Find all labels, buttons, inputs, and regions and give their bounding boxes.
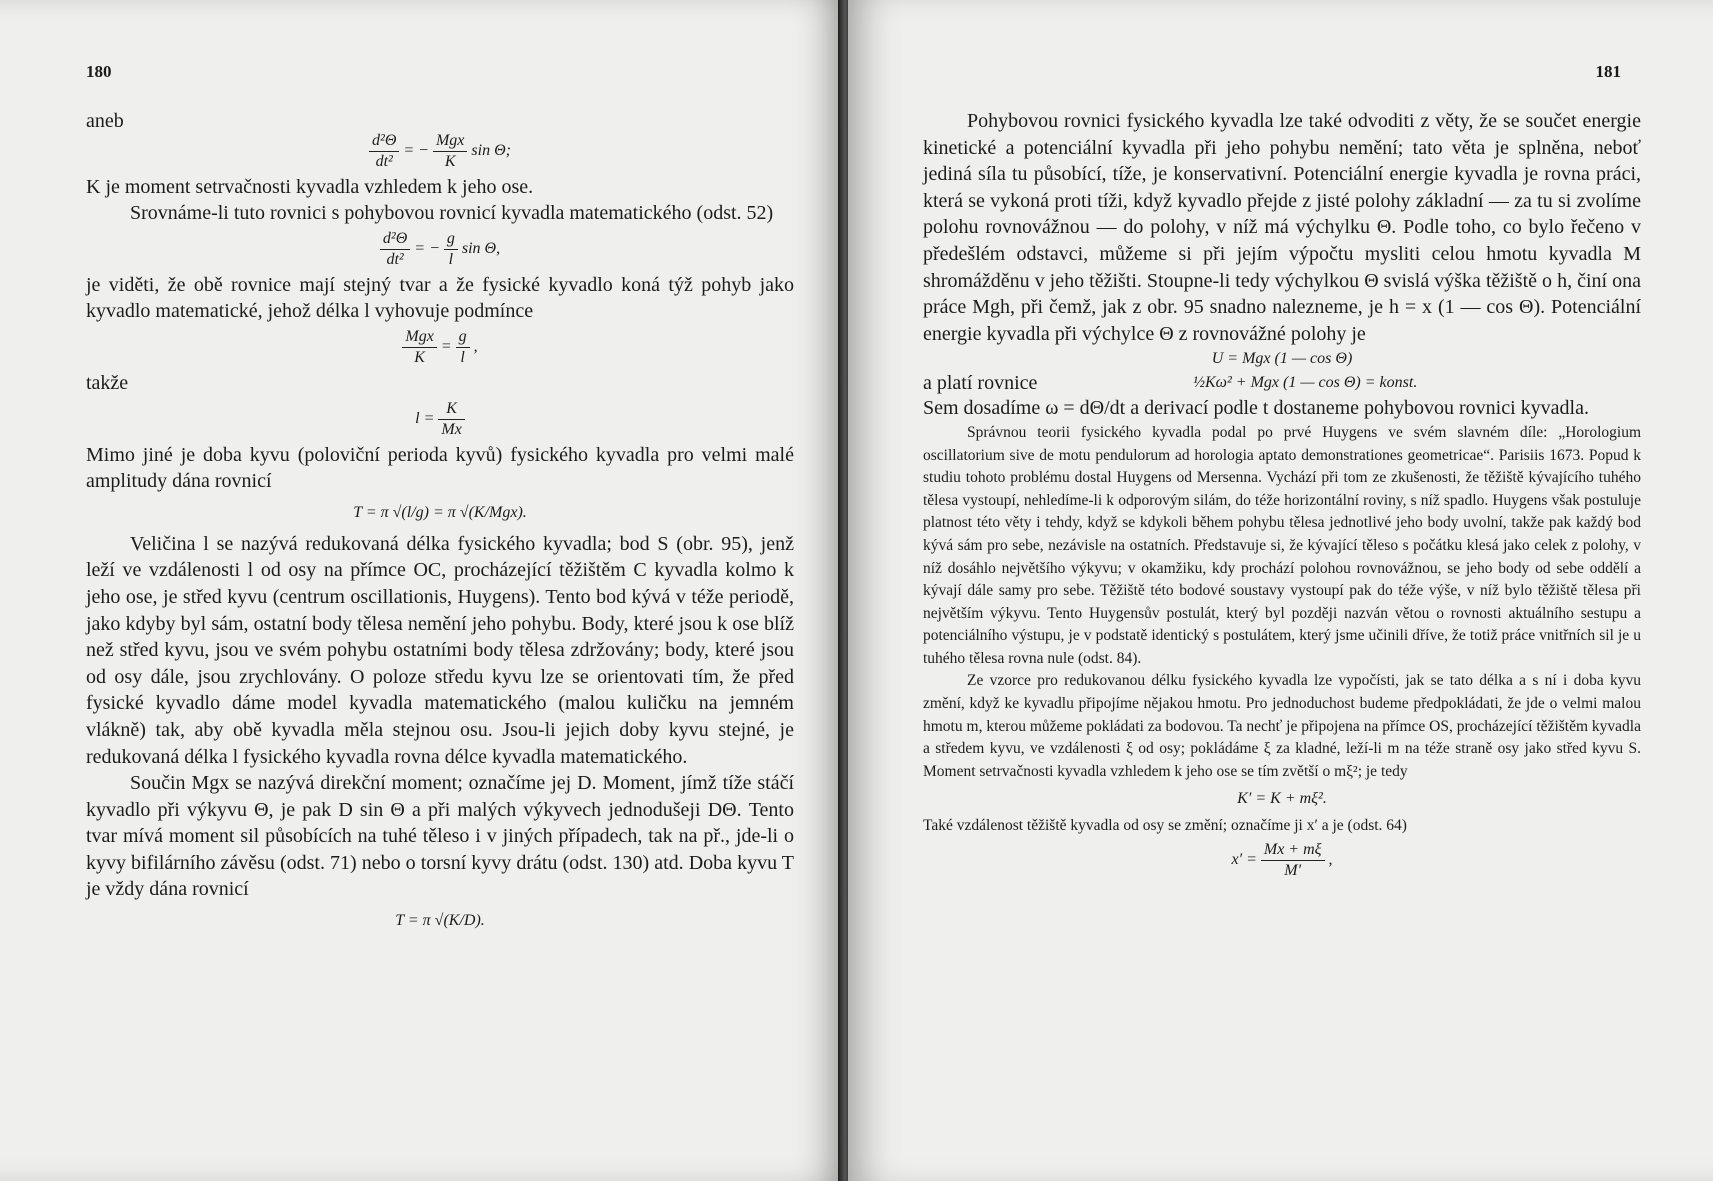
paragraph-5: Také vzdálenost těžiště kyvadla od osy se změní; označíme ji x′ a je (odst. 64) xyxy=(923,817,1407,835)
paragraph-3: Správnou teorii fysického kyvadla podal po prvé Huygens ve svém slavném díle: „Horologium oscillatorium sive de motu pendulorum ad horologia aptato demonstrationes geometricae“. Parisiis 1673. Popud k studiu tohoto problému dostal Huygens od Mersenna. Vychází při tom ze zkušenosti, že těžiště kývajícího tuhého tělesa vystoupí, nehledíme-li k odporovým silám, do téže horizontální roviny, s níž spadlo. Huygens však postuluje platnost této věty i tehdy, když se kdykoli během pohybu tělesa jednotlivé jeho body uvolní, takže pak každý bod kývá sám pro sebe, nezávisle na ostatních. Představuje si, že kývající těleso s počátku klesá jako celek z polohy, v níž dosáhlo největšího výkyvu; v okamžiku, kdy prochází polohou rovnovážnou, se jeho body od sebe oddělí a kývají dále samy pro sebe. Těžiště této bodové soustavy vystoupí pak do téže výše, v níž bylo těžiště tělesa při největším výkyvu. Tento Huygensův postulát, který byl později nazván větou o rovnosti aktuálního sestupu a potenciálního výstupu, je v podstatě identický s postulátem, který jsme učinili dříve, že totiž práce vnitřních sil je u tuhého tělesa rovna nule (odst. 84). xyxy=(923,423,1641,667)
equation-4: l = $\frac{K}{Mx}$ xyxy=(86,399,794,440)
text-plati: a platí rovnice xyxy=(923,371,1038,394)
paragraph-2: Srovnáme-li tuto rovnici s pohybovou rovnicí kyvadla matematického (odst. 52) xyxy=(130,202,774,225)
equation-5: T = π √(l/g) = π √(K/Mgx). xyxy=(353,503,527,521)
paragraph-6: Součin Mgx se nazývá direkční moment; označíme jej D. Moment, jímž tíže stáčí kyvadlo při výkyvu Θ, je pak D sin Θ a při malých výkyvech jednodušeji DΘ. Tento tvar mívá moment sil působících na tuhé těleso i v jiných případech, tak na př., jde-li o kyvy bifilárního závěsu (odst. 71) nebo o torsní kyvy drátu (odst. 130) atd. Doba kyvu T je vždy dána rovnicí xyxy=(86,772,794,901)
equation-3: K′ = K + mξ². xyxy=(1237,790,1327,808)
paragraph-5: Veličina l se nazývá redukovaná délka fysického kyvadla; bod S (obr. 95), jenž leží ve vzdálenosti l od osy na přímce OC, procházející těžištěm C kyvadla kolmo k jeho ose, je střed kyvu (centrum oscillationis, Huygens). Tento bod kývá v téže periodě, jako kdyby byl sám, ostatní body tělesa nemění jeho pohybu. Body, které jsou k ose blíž než střed kyvu, jsou ve svém pohybu ostatními body tělesa zdržovány; body, které jsou od osy dále, jsou zrychlovány. O poloze středu kyvu lze se orientovati tím, že před fysické kyvadlo dáme model kyvadla matematického (malou kuličku na jemném vlákně) tak, aby obě kyvadla měla stejnou osu. Jsou-li jejich doby kyvu stejné, je redukovaná délka l fysického kyvadla rovna délce kyvadla matematického. xyxy=(86,532,794,768)
paragraph-1: K je moment setrvačnosti kyvadla vzhledem k jeho ose. xyxy=(86,175,534,198)
page-number-right: 181 xyxy=(1595,62,1621,81)
page-number-left: 180 xyxy=(86,62,112,81)
equation-2-row xyxy=(923,371,1641,395)
paragraph-3: je viděti, že obě rovnice mají stejný tvar a že fysické kyvadlo koná týž pohyb jako kyvadlo matematické, jehož délka l vyhovuje podmínce xyxy=(86,273,794,323)
left-page xyxy=(0,0,846,1181)
equation-2: ½Kω² + Mgx (1 — cos Θ) = konst. xyxy=(1193,374,1418,392)
equation-2: $\frac{\text{d²Θ}}{\text{dt²}}$ = − $\frac{g}{l}$ sin Θ, xyxy=(86,229,794,270)
paragraph-2: Sem dosadíme ω = dΘ/dt a derivací podle t dostaneme pohybovou rovnici kyvadla. xyxy=(923,397,1589,420)
equation-3: $\frac{\text{Mgx}}{K}$ = $\frac{g}{l}$ , xyxy=(86,327,794,368)
paragraph-1: Pohybovou rovnici fysického kyvadla lze také odvoditi z věty, že se součet energie kinetické a potenciální kyvadla při jeho pohybu nemění; tato věta je splněna, neboť jediná síla tu působící, tíže, je konservativní. Potenciální energie kyvadla je rovna práci, která se vykoná proti tíži, když kyvadlo přejde z jisté polohy základní — za tu si zvolíme polohu rovnovážnou — do polohy, v níž má výchylku Θ. Podle toho, co bylo řečeno v předešlém odstavci, můžeme si při jejím výpočtu mysliti celou hmotu kyvadla M shromážděnu v jeho těžišti. Stoupne-li tedy výchylkou Θ svislá výška těžiště o h, činí ona práce Mgh, při čemž, jak z obr. 95 snadno nalezneme, je h = x (1 — cos Θ). Potenciální energie kyvadla při výchylce Θ z rovnovážné polohy je xyxy=(923,110,1641,345)
right-text-column xyxy=(923,108,1641,883)
left-text-column xyxy=(86,108,794,933)
text-aneb: aneb xyxy=(86,110,124,132)
equation-1: U = Mgx (1 — cos Θ) xyxy=(1211,350,1353,368)
paragraph-4: Mimo jiné je doba kyvu (poloviční perioda kyvů) fysického kyvadla pro velmi malé amplitudy dána rovnicí xyxy=(86,443,794,493)
equation-4: x′ = $\frac{Mx + m\xi}{M'}$ , xyxy=(1231,841,1333,880)
paragraph-4: Ze vzorce pro redukovanou délku fysického kyvadla lze vypočísti, jak se tato délka a s ní i doba kyvu změní, když ke kyvadlu připojíme nějakou hmotu. Pro jednoduchost budeme předpokládati, že jde o velmi malou hmotu m, kterou můžeme pokládati za bodovou. Ta nechť je připojena na přímce OS, procházející těžištěm kyvadla a středem kyvu, ve vzdálenosti ξ od osy; pokládáme ξ za kladné, leží-li m na téže straně osy jako střed kyvu S. Moment setrvačnosti kyvadla vzhledem k jeho ose se tím zvětší o mξ²; je tedy xyxy=(923,672,1641,780)
equation-6: T = π √(K/D). xyxy=(395,912,485,930)
right-page xyxy=(848,0,1713,1181)
equation-1: $\frac{\text{d²Θ}}{\text{dt²}}$ = − $\frac{\text{Mgx}}{K}$ sin Θ; xyxy=(86,131,794,172)
text-takze: takže xyxy=(86,371,129,394)
